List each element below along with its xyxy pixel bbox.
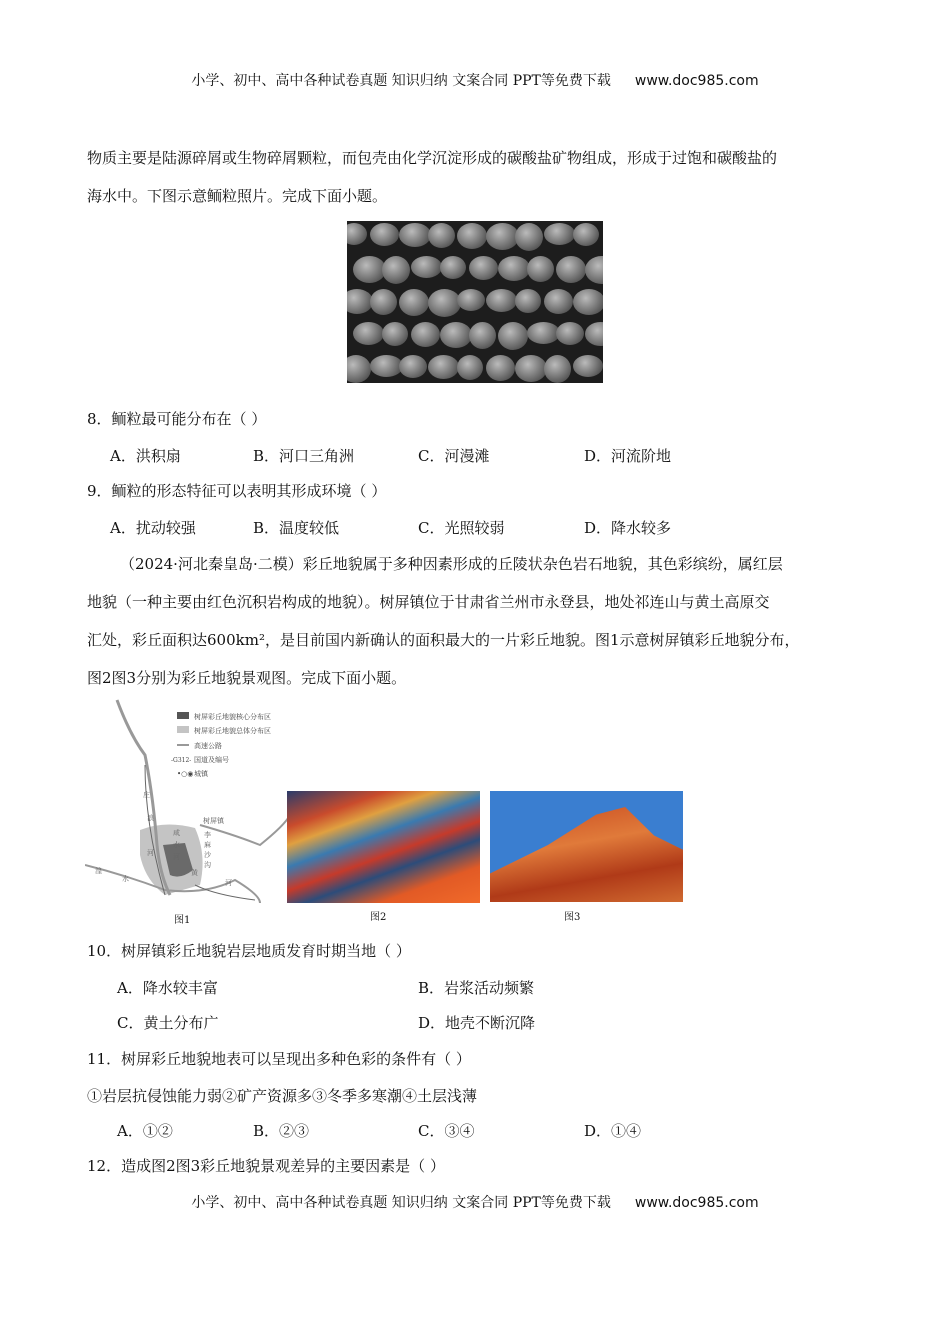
q8-option-d: D．河流阶地 — [584, 447, 672, 465]
ooid-grain — [457, 355, 483, 380]
header-text: 小学、初中、高中各种试卷真题 知识归纳 文案合同 PPT等免费下载 — [191, 73, 611, 89]
ooid-grain — [457, 289, 485, 311]
ooid-grain — [544, 355, 571, 383]
svg-text:河: 河 — [225, 879, 232, 887]
q8-option-b: B．河口三角洲 — [253, 447, 355, 465]
q10-stem: 10．树屏镇彩丘地貌岩层地质发育时期当地（ ） — [87, 942, 411, 960]
ooid-grain — [486, 355, 515, 381]
ooid-grain — [440, 256, 466, 279]
ooid-grain — [382, 256, 410, 284]
figure2-photo — [287, 791, 480, 903]
q9-stem: 9．鲕粒的形态特征可以表明其形成环境（ ） — [87, 482, 387, 500]
ooid-grain — [585, 256, 603, 284]
ooid-grain — [515, 223, 543, 251]
ooid-grain — [428, 355, 459, 379]
q10-option-a: A．降水较丰富 — [117, 979, 218, 997]
ooid-grain — [556, 322, 584, 345]
ooid-grain — [498, 256, 530, 281]
intro-line: 物质主要是陆源碎屑或生物碎屑颗粒，而包壳由化学沉淀形成的碳酸盐矿物组成，形成于过饱和碳酸盐的 — [87, 149, 778, 167]
ooid-grain — [573, 355, 603, 377]
q10-option-b: B．岩浆活动频繁 — [418, 979, 535, 997]
q9-option-c: C．光照较弱 — [418, 519, 505, 537]
figure3-photo — [490, 791, 683, 902]
ooid-grain — [399, 289, 429, 316]
svg-text:黄: 黄 — [191, 869, 198, 877]
q11-option-c: C．③④ — [418, 1122, 475, 1140]
q12-stem: 12．造成图2图3彩丘地貌景观差异的主要因素是（ ） — [87, 1157, 445, 1175]
q9-option-d: D．降水较多 — [584, 519, 672, 537]
ooid-grain — [585, 322, 603, 346]
passage-line: 图2图3分别为彩丘地貌景观图。完成下面小题。 — [87, 669, 407, 687]
ooid-grain — [399, 223, 431, 247]
ooid-grain — [370, 223, 399, 246]
q11-stem: 11．树屏彩丘地貌地表可以呈现出多种色彩的条件有（ ） — [87, 1050, 471, 1068]
ooid-grain — [469, 256, 498, 280]
ooid-grain — [469, 322, 496, 349]
legend-total: 树屏彩丘地貌总体分布区 — [194, 727, 271, 735]
legend-national-road: 国道及编号 — [194, 756, 229, 764]
intro-line: 海水中。下图示意鲕粒照片。完成下面小题。 — [87, 187, 388, 205]
ooid-grain — [382, 322, 408, 346]
svg-text:麻: 麻 — [204, 841, 211, 849]
q10-option-c: C．黄土分布广 — [117, 1014, 219, 1032]
ooid-grain — [428, 223, 455, 248]
q9-option-a: A．扰动较强 — [110, 519, 196, 537]
q8-option-c: C．河漫滩 — [418, 447, 490, 465]
ooid-grain — [353, 322, 384, 345]
svg-text:水: 水 — [122, 875, 129, 883]
ooid-grain — [370, 289, 397, 315]
q11-option-a: A．①② — [117, 1122, 173, 1140]
legend-road-code: -G312- — [171, 757, 192, 764]
figure1-map — [85, 695, 290, 905]
page-footer — [0, 1192, 950, 1212]
ooid-grain — [556, 256, 586, 283]
footer-text: 小学、初中、高中各种试卷真题 知识归纳 文案合同 PPT等免费下载 — [191, 1195, 611, 1211]
footer-url[interactable]: www.doc985.com — [634, 1195, 759, 1211]
header-url[interactable]: www.doc985.com — [634, 73, 759, 89]
ooid-grain — [347, 355, 371, 383]
ooid-grain — [347, 223, 367, 245]
ooid-grain — [440, 322, 472, 348]
ooid-grain — [544, 223, 575, 245]
passage-line: 地貌（一种主要由红色沉积岩构成的地貌）。树屏镇位于甘肃省兰州市永登县，地处祁连山与黄土高原交 — [87, 593, 770, 611]
svg-text:沙: 沙 — [204, 851, 211, 859]
svg-text:庄: 庄 — [143, 791, 150, 799]
ooid-grain — [515, 355, 547, 382]
q8-option-a: A．洪积扇 — [110, 447, 181, 465]
svg-text:河: 河 — [173, 853, 180, 861]
ooid-grain — [544, 289, 573, 314]
svg-text:咸: 咸 — [173, 829, 180, 837]
figure1-caption: 图1 — [174, 915, 191, 926]
svg-text:•○◉: •○◉ — [177, 770, 194, 778]
ooid-grain — [573, 289, 603, 315]
figure2-caption: 图2 — [370, 912, 387, 923]
ooid-grain — [411, 322, 440, 347]
ooid-grain — [428, 289, 461, 317]
ooid-grain — [515, 289, 541, 313]
q9-option-b: B．温度较低 — [253, 519, 340, 537]
svg-text:湟: 湟 — [95, 867, 102, 875]
q11-conditions: ①岩层抗侵蚀能力弱②矿产资源多③冬季多寒潮④土层浅薄 — [87, 1087, 478, 1105]
legend-core: 树屏彩丘地貌核心分布区 — [194, 713, 271, 721]
ooid-grain — [573, 223, 599, 246]
svg-text:树屏镇: 树屏镇 — [203, 817, 224, 825]
ooid-photo — [347, 221, 603, 383]
page-header — [0, 70, 950, 90]
q11-option-d: D．①④ — [584, 1122, 642, 1140]
svg-text:李: 李 — [204, 831, 211, 839]
svg-text:沟: 沟 — [204, 861, 211, 869]
passage-line: 汇处，彩丘面积达600km²，是目前国内新确认的面积最大的一片彩丘地貌。图1示意树屏镇彩丘地貌分布， — [87, 631, 800, 649]
q8-stem: 8．鲕粒最可能分布在（ ） — [87, 410, 267, 428]
ooid-grain — [527, 256, 554, 282]
ooid-grain — [399, 355, 427, 378]
legend-highway: 高速公路 — [194, 742, 222, 750]
legend-town: 城镇 — [194, 770, 208, 778]
figure3-caption: 图3 — [564, 912, 581, 923]
ooid-grain — [457, 223, 487, 249]
ooid-grain — [498, 322, 528, 350]
q11-option-b: B．②③ — [253, 1122, 310, 1140]
ooid-grain — [411, 256, 442, 278]
svg-text:河: 河 — [147, 849, 154, 857]
q10-option-d: D．地壳不断沉降 — [418, 1014, 536, 1032]
svg-text:浪: 浪 — [147, 814, 154, 822]
ooid-grain — [486, 289, 517, 312]
svg-text:水: 水 — [173, 841, 180, 849]
passage-line: （2024·河北秦皇岛·二模）彩丘地貌属于多种因素形成的丘陵状杂色岩石地貌，其色彩缤纷，属红层 — [120, 555, 783, 573]
